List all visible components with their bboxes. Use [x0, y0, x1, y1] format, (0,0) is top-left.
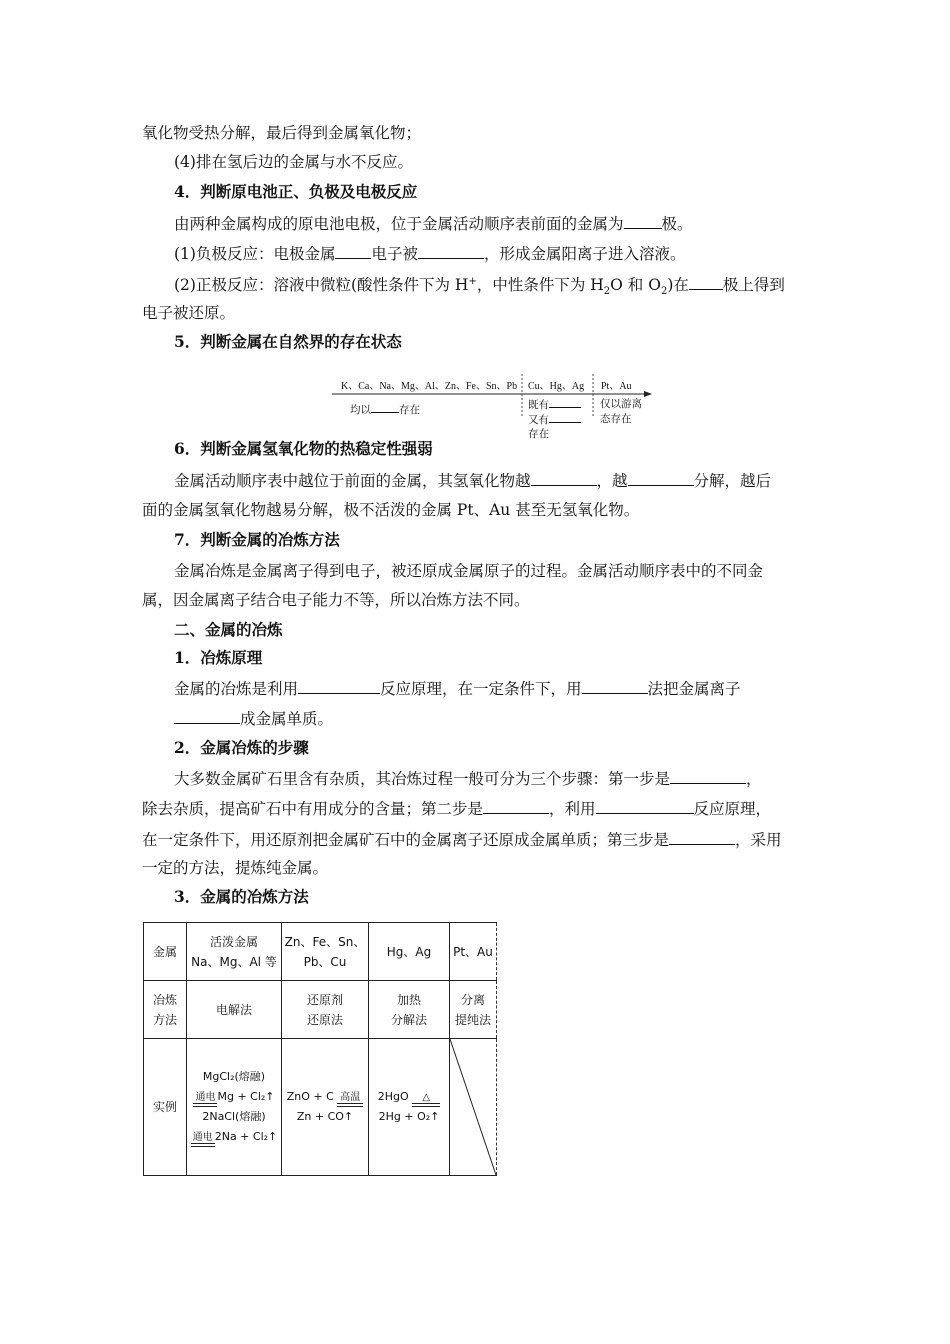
text-line [142, 828, 782, 851]
label-both-2 [528, 411, 581, 427]
text-line [174, 707, 333, 730]
text-span: 极。 [661, 215, 693, 233]
fill-blank [549, 396, 581, 408]
subscript: 2 [660, 286, 668, 298]
fill-blank [596, 797, 694, 814]
cell-line: 还原剂 [306, 992, 343, 1007]
table-cell: 电解法 [187, 981, 282, 1039]
table-cell: Hg、Ag [369, 923, 450, 981]
text-line [174, 212, 693, 235]
equation-line [282, 1087, 368, 1107]
condition: 高温 [340, 1092, 361, 1103]
fill-blank [174, 707, 240, 724]
text-line: 面的金属氢氧化物越易分解，极不活泼的金属 Pt、Au 甚至无氢氧化物。 [142, 501, 640, 519]
cell-line: 加热 [396, 992, 421, 1007]
text-span: )在 [667, 276, 689, 294]
text-line: 电子被还原。 [142, 304, 236, 322]
superscript: + [468, 275, 477, 287]
text-line: 金属冶炼是金属离子得到电子，被还原成金属原子的过程。金属活动顺序表中的不同金 [174, 562, 764, 580]
section-heading: 1．冶炼原理 [174, 648, 263, 667]
text-line [174, 677, 741, 700]
equation-arrow [337, 1092, 363, 1107]
table-row [144, 1039, 497, 1176]
double-line [412, 1103, 440, 1107]
table-cell [282, 981, 369, 1039]
fill-blank [549, 411, 581, 423]
equation-line [369, 1087, 449, 1107]
cell-line: 活泼金属 [209, 934, 258, 949]
equation-line: 2Hg + O₂↑ [378, 1110, 440, 1123]
text-span: 既有 [528, 400, 549, 411]
equation-product: Mg + Cl₂↑ [217, 1090, 275, 1103]
text-span: 在一定条件下，用还原剂把金属矿石中的金属离子还原成金属单质；第三步是 [142, 831, 670, 849]
activity-series-diagram [330, 374, 660, 444]
metal-group-1: K、Ca、Na、Mg、Al、Zn、Fe、Sn、Pb [341, 381, 518, 392]
equation-reactant: 2HgO [377, 1090, 409, 1103]
table-cell: Pt、Au [450, 923, 497, 981]
table-cell [369, 1039, 450, 1176]
condition: 通电 [192, 1132, 213, 1143]
text-span: 金属活动顺序表中越位于前面的金属，其氢氧化物越 [174, 472, 531, 490]
metal-group-2: Cu、Hg、Ag [528, 381, 585, 392]
text-span: 存在 [399, 405, 420, 416]
section-heading: 3．金属的冶炼方法 [174, 887, 309, 906]
label-both-3: 存在 [528, 429, 549, 440]
fill-blank [628, 469, 694, 486]
fill-blank [689, 273, 723, 290]
text-line [142, 797, 771, 820]
table-cell [450, 981, 497, 1039]
label-both-1 [528, 396, 581, 412]
label-free-2: 态存在 [600, 414, 632, 425]
text-line: 一定的方法，提炼纯金属。 [142, 859, 329, 877]
fill-blank [298, 677, 380, 694]
label-free-1: 仅以游离 [600, 399, 642, 410]
text-span: ，采用 [735, 831, 782, 849]
section-heading: 4．判断原电池正、负极及电极反应 [174, 182, 418, 201]
table-cell [187, 923, 282, 981]
table-row [144, 923, 497, 981]
text-span: 法把金属离子 [647, 680, 741, 698]
label-combined [350, 401, 420, 417]
text-span: ，利用 [549, 800, 596, 818]
text-span: 又有 [528, 415, 549, 426]
cell-line: Zn、Fe、Sn、 [284, 934, 366, 949]
fill-blank [670, 767, 746, 784]
fill-blank [669, 828, 735, 845]
text-span: ，中性条件下为 H [476, 276, 604, 294]
text-span: 均以 [350, 405, 371, 416]
section-heading: 2．金属冶炼的步骤 [174, 738, 309, 757]
double-line [337, 1103, 363, 1107]
fill-blank [624, 212, 662, 229]
table-cell [369, 981, 450, 1039]
text-span: ，形成金属阳离子进入溶液。 [483, 245, 686, 263]
double-line [193, 1103, 217, 1107]
table-cell [282, 923, 369, 981]
table-row [144, 981, 497, 1039]
text-line [174, 469, 771, 492]
table-cell: 金属 [144, 923, 187, 981]
double-line [191, 1143, 215, 1147]
equation-line: Zn + CO↑ [296, 1110, 354, 1123]
cell-line: 提纯法 [454, 1012, 491, 1027]
fill-blank [335, 242, 371, 259]
text-span: 金属的冶炼是利用 [174, 680, 299, 698]
fill-blank [418, 242, 484, 259]
equation-line [187, 1127, 281, 1147]
section-heading: 5．判断金属在自然界的存在状态 [174, 332, 402, 351]
text-span: 成金属单质。 [240, 710, 334, 728]
equation-product: 2Na + Cl₂↑ [214, 1130, 278, 1143]
equation-arrow [193, 1092, 217, 1107]
text-line: (4)排在氢后边的金属与水不反应。 [174, 153, 413, 171]
section-heading: 6．判断金属氢氧化物的热稳定性强弱 [174, 439, 433, 458]
text-span: O 和 O [610, 276, 661, 294]
fill-blank [582, 677, 648, 694]
cell-line: Pb、Cu [303, 954, 347, 969]
text-line [174, 273, 785, 296]
text-span: 分解，越后 [693, 472, 772, 490]
table-cell-empty [450, 1039, 497, 1176]
text-span: ， [746, 770, 762, 788]
section-heading: 二、金属的冶炼 [174, 620, 283, 639]
fill-blank [483, 797, 549, 814]
equation-line [187, 1087, 281, 1107]
text-line: 属，因金属离子结合电子能力不等，所以冶炼方法不同。 [142, 591, 530, 609]
text-span: (2)正极反应：溶液中微粒(酸性条件下为 H [174, 276, 469, 294]
text-span: 反应原理，在一定条件下，用 [380, 680, 582, 698]
text-line [174, 242, 686, 265]
table-cell [144, 981, 187, 1039]
text-span: 大多数金属矿石里含有杂质，其冶炼过程一般可分为三个步骤：第一步是 [174, 770, 671, 788]
equation-line: MgCl₂(熔融) [202, 1070, 266, 1083]
cell-line: 冶炼 [152, 992, 177, 1007]
text-span: 极上得到 [722, 276, 785, 294]
table-cell: 实例 [144, 1039, 187, 1176]
metal-group-3: Pt、Au [601, 381, 632, 392]
table-cell [187, 1039, 282, 1176]
diagonal-line [450, 1039, 496, 1175]
equation-arrow [191, 1132, 215, 1147]
text-line: 氧化物受热分解，最后得到金属氧化物； [142, 124, 422, 142]
fill-blank [371, 401, 399, 413]
cell-line: 分解法 [390, 1012, 427, 1027]
equation-line: 2NaCl(熔融) [202, 1110, 266, 1123]
text-span: 由两种金属构成的原电池电极，位于金属活动顺序表前面的金属为 [174, 215, 624, 233]
cell-line: 还原法 [306, 1012, 343, 1027]
text-line [174, 767, 762, 790]
table-cell [282, 1039, 369, 1176]
text-span: ，越 [596, 472, 628, 490]
condition: △ [422, 1092, 431, 1103]
smelting-methods-table [143, 922, 497, 1176]
text-span: 反应原理， [693, 800, 772, 818]
fill-blank [531, 469, 597, 486]
cell-line: 方法 [152, 1012, 177, 1027]
subscript: 2 [603, 286, 611, 298]
text-span: 电子被 [371, 245, 418, 263]
cell-line: Na、Mg、Al 等 [191, 954, 277, 969]
condition: 通电 [195, 1092, 216, 1103]
equation-reactant: ZnO + C [286, 1090, 334, 1103]
text-span: 除去杂质，提高矿石中有用成分的含量；第二步是 [142, 800, 484, 818]
cell-line: 分离 [460, 992, 485, 1007]
text-span: (1)负极反应：电极金属 [174, 245, 336, 263]
equation-arrow [412, 1092, 440, 1107]
section-heading: 7．判断金属的冶炼方法 [174, 530, 340, 549]
